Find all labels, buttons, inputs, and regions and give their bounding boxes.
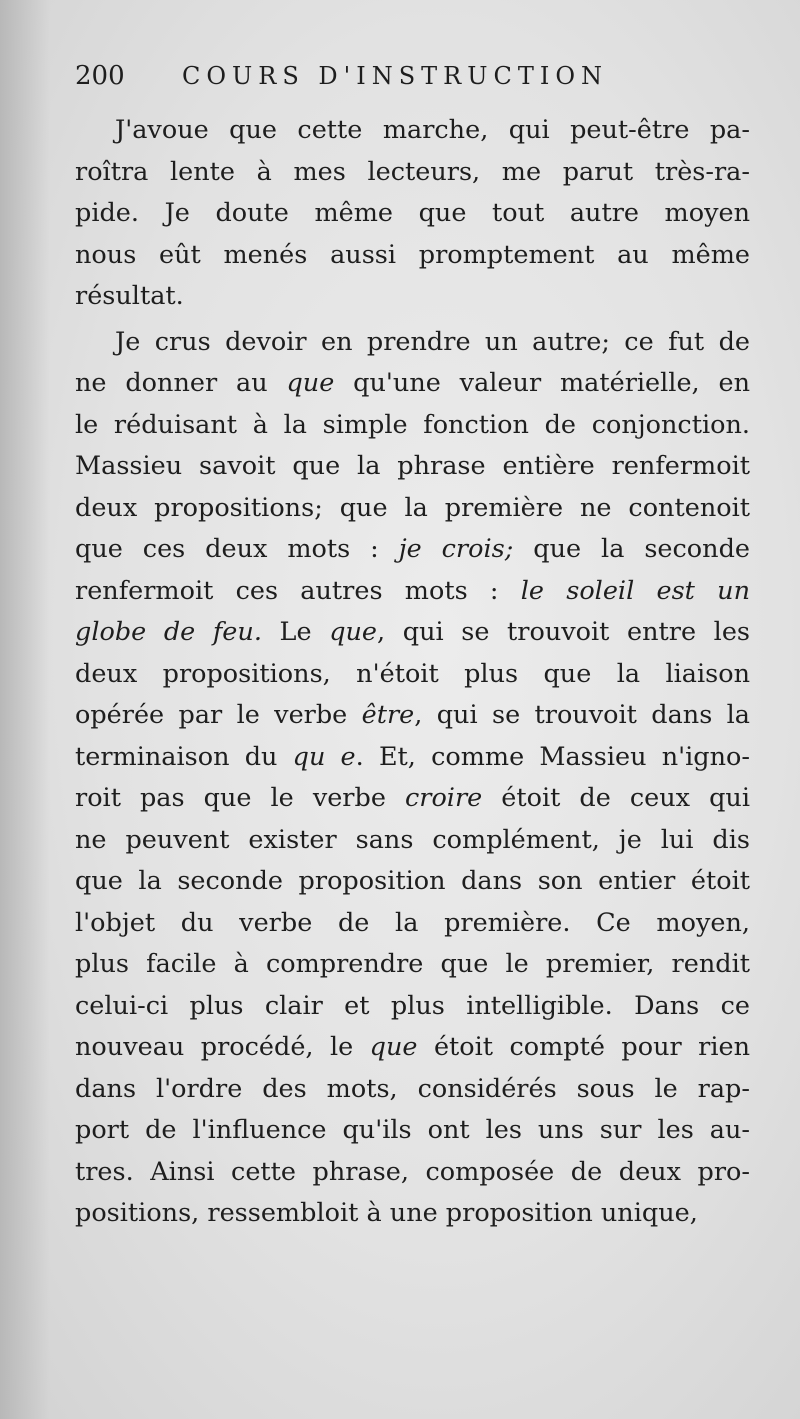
text-span: opérée par le verbe [75,700,362,730]
text-span: roit pas que le verbe [75,783,405,813]
text-line [75,110,750,152]
gutter-shadow [0,0,50,1419]
text-span: étoit de ceux qui [482,783,750,813]
text-line [75,152,750,194]
text-span: étoit compté pour rien [417,1032,750,1062]
text-span: roîtra lente à mes lecteurs, me parut très-ra- [75,156,750,187]
text-line [75,276,750,318]
text-line [75,235,750,277]
paragraph [75,110,750,318]
text-span: celui-ci plus clair et plus intelligible. Dans ce [75,990,750,1021]
text-span: nouveau procédé, le [75,1032,370,1062]
text-line [75,322,750,364]
text-line [75,1069,750,1111]
text-span: deux propositions, n'étoit plus que la liaison [75,658,750,689]
italic-text: que [369,1032,418,1062]
text-span: l'objet du verbe de la première. Ce moyen, [75,907,750,938]
text-span: port de l'influence qu'ils ont les uns sur les au- [75,1115,750,1145]
text-span: tres. Ainsi cette phrase, composée de deux pro- [75,1156,750,1187]
text-span: nous eût menés aussi promptement au même [75,239,750,270]
text-span: J'avoue que cette marche, qui peut-être pa- [115,115,750,145]
page-number: 200 [75,61,125,91]
paragraph [75,322,750,1235]
text-span: terminaison du [75,741,293,772]
text-line [75,529,750,571]
italic-text: je crois; [398,534,514,564]
text-line [75,1152,750,1194]
text-line [75,193,750,235]
text-span: ne peuvent exister sans complément, je lui dis [75,824,750,855]
text-span: que la seconde proposition dans son entier étoit [75,866,750,896]
text-span: Je crus devoir en prendre un autre; ce fut de [115,326,750,357]
text-span: le réduisant à la simple fonction de conjonction. [75,409,750,440]
text-line [75,446,750,488]
text-span: que la seconde [513,534,750,564]
text-line [75,861,750,903]
italic-text: globe de feu. [75,617,262,647]
running-title: COURS D'INSTRUCTION [182,62,608,90]
text-span: deux propositions; que la première ne contenoit [75,492,750,523]
text-span: dans l'ordre des mots, considérés sous le rap- [75,1073,750,1104]
text-line [75,944,750,986]
text-span: pide. Je doute même que tout autre moyen [75,198,750,228]
text-line [75,405,750,447]
italic-text: le soleil est un [520,575,750,606]
text-line [75,778,750,820]
text-line [75,571,750,613]
text-span: ne donner au [75,368,287,398]
text-line [75,363,750,405]
text-span: renfermoit ces autres mots : [75,575,521,606]
italic-text: croire [404,783,483,813]
text-line [75,1027,750,1069]
italic-text: être [361,700,415,730]
italic-text: que [286,368,335,398]
text-span: Massieu savoit que la phrase entière renfermoit [75,451,750,481]
text-line [75,612,750,654]
text-line [75,903,750,945]
text-span: , qui se trouvoit entre les [377,617,750,647]
text-line [75,1110,750,1152]
text-span: que ces deux mots : [75,534,399,564]
text-line [75,986,750,1028]
text-line [75,1193,750,1235]
body-text [75,110,750,1235]
text-line [75,737,750,779]
text-span: résultat. [75,281,184,311]
italic-text: qu e [292,741,356,772]
text-line [75,695,750,737]
italic-text: que [329,617,378,647]
running-header [75,58,675,94]
text-line [75,820,750,862]
text-line [75,488,750,530]
text-span: plus facile à comprendre que le premier, rendit [75,949,750,979]
text-span: qu'une valeur matérielle, en [334,368,750,398]
text-line [75,654,750,696]
text-span: Le [261,617,330,647]
text-span: . Et, comme Massieu n'igno- [355,741,750,772]
text-span: , qui se trouvoit dans la [414,700,750,730]
text-span: positions, ressembloit à une proposition unique, [75,1198,698,1228]
